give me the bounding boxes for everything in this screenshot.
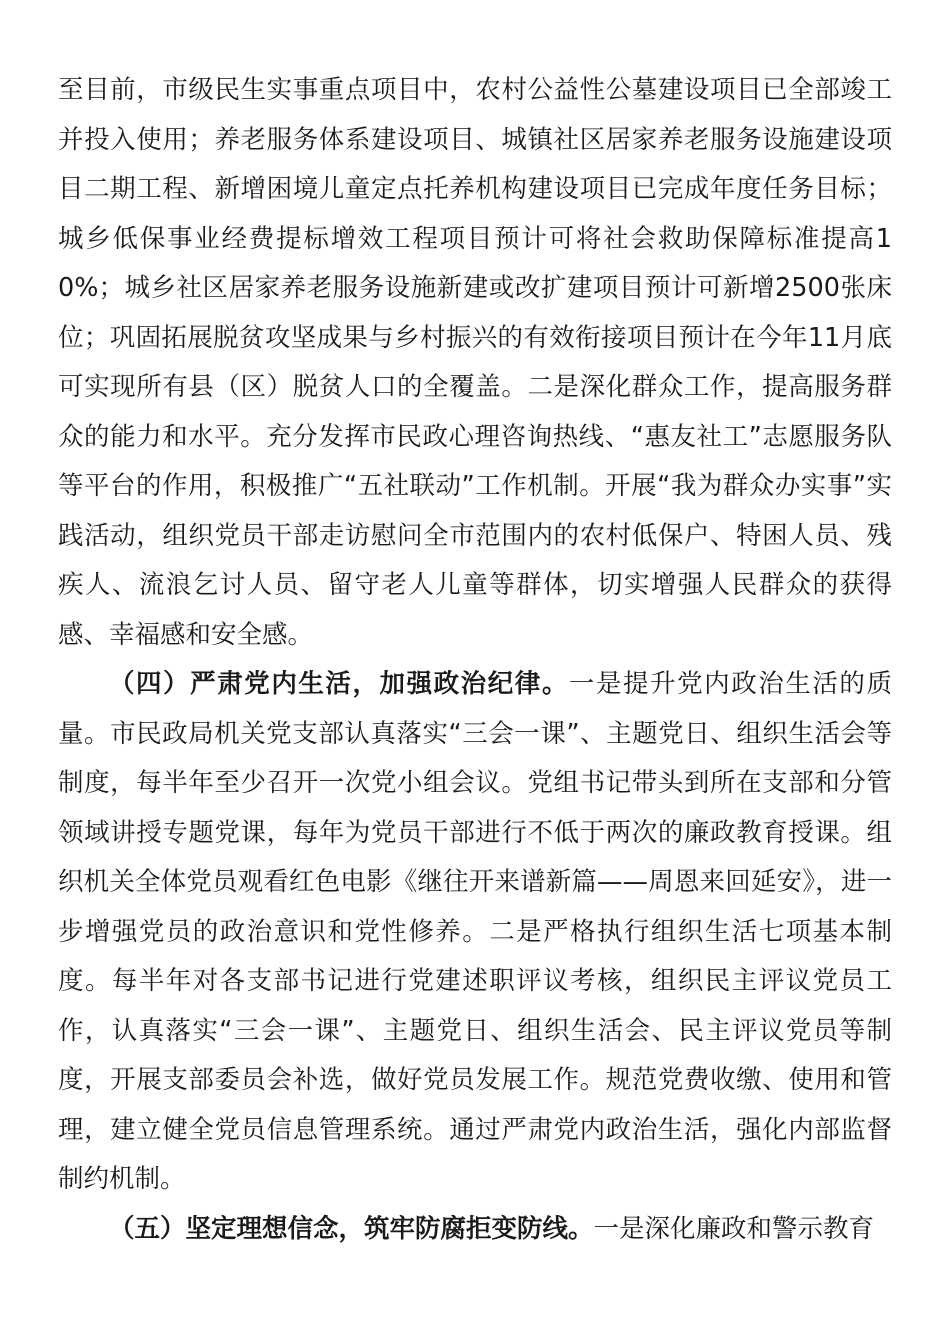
- section-4-text: 一是提升党内政治生活的质量。市民政局机关党支部认真落实“三会一课”、主题党日、组织生活会等制度，每半年至少召开一次党小组会议。党组书记带头到所在支部和分管领域讲授专题党课，每年为党员干部进行不低于两次的廉政教育授课。组织机关全体党员观看红色电影《继往开来谱新篇——周恩来回延安》，进一步增强党员的政治意识和党性修养。二是严格执行组织生活七项基本制度。每半年对各支部书记进行党建述职评议考核，组织民主评议党员工作，认真落实“三会一课”、主题党日、组织生活会、民主评议党员等制度，开展支部委员会补选，做好党员发展工作。规范党费收缴、使用和管理，建立健全党员信息管理系统。通过严肃党内政治生活，强化内部监督制约机制。: [58, 669, 892, 1194]
- section-5-heading: （五）坚定理想信念，筑牢防腐拒变防线。: [109, 1213, 594, 1244]
- paragraph-1-text: 至目前，市级民生实事重点项目中，农村公益性公墓建设项目已全部竣工并投入使用；养老服务体系建设项目、城镇社区居家养老服务设施建设项目二期工程、新增困境儿童定点托养机构建设项目已完成年度任务目标；城乡低保事业经费提标增效工程项目预计可将社会救助保障标准提高10%；城乡社区居家养老服务设施新建或改扩建项目预计可新增2500张床位；巩固拓展脱贫攻坚成果与乡村振兴的有效衔接项目预计在今年11月底可实现所有县（区）脱贫人口的全覆盖。二是深化群众工作，提高服务群众的能力和水平。充分发挥市民政心理咨询热线、“惠友社工”志愿服务队等平台的作用，积极推广“五社联动”工作机制。开展“我为群众办实事”实践活动，组织党员干部走访慰问全市范围内的农村低保户、特困人员、残疾人、流浪乞讨人员、留守老人儿童等群体，切实增强人民群众的获得感、幸福感和安全感。: [58, 75, 892, 650]
- section-5-text: 一是深化廉政和警示教育: [593, 1213, 875, 1244]
- paragraph-section-4: [58, 660, 892, 1205]
- paragraph-section-5: [58, 1205, 892, 1255]
- paragraph-continuation: [58, 66, 892, 660]
- section-4-heading: （四）严肃党内生活，加强政治纪律。: [109, 669, 569, 699]
- document-page: [58, 66, 892, 1254]
